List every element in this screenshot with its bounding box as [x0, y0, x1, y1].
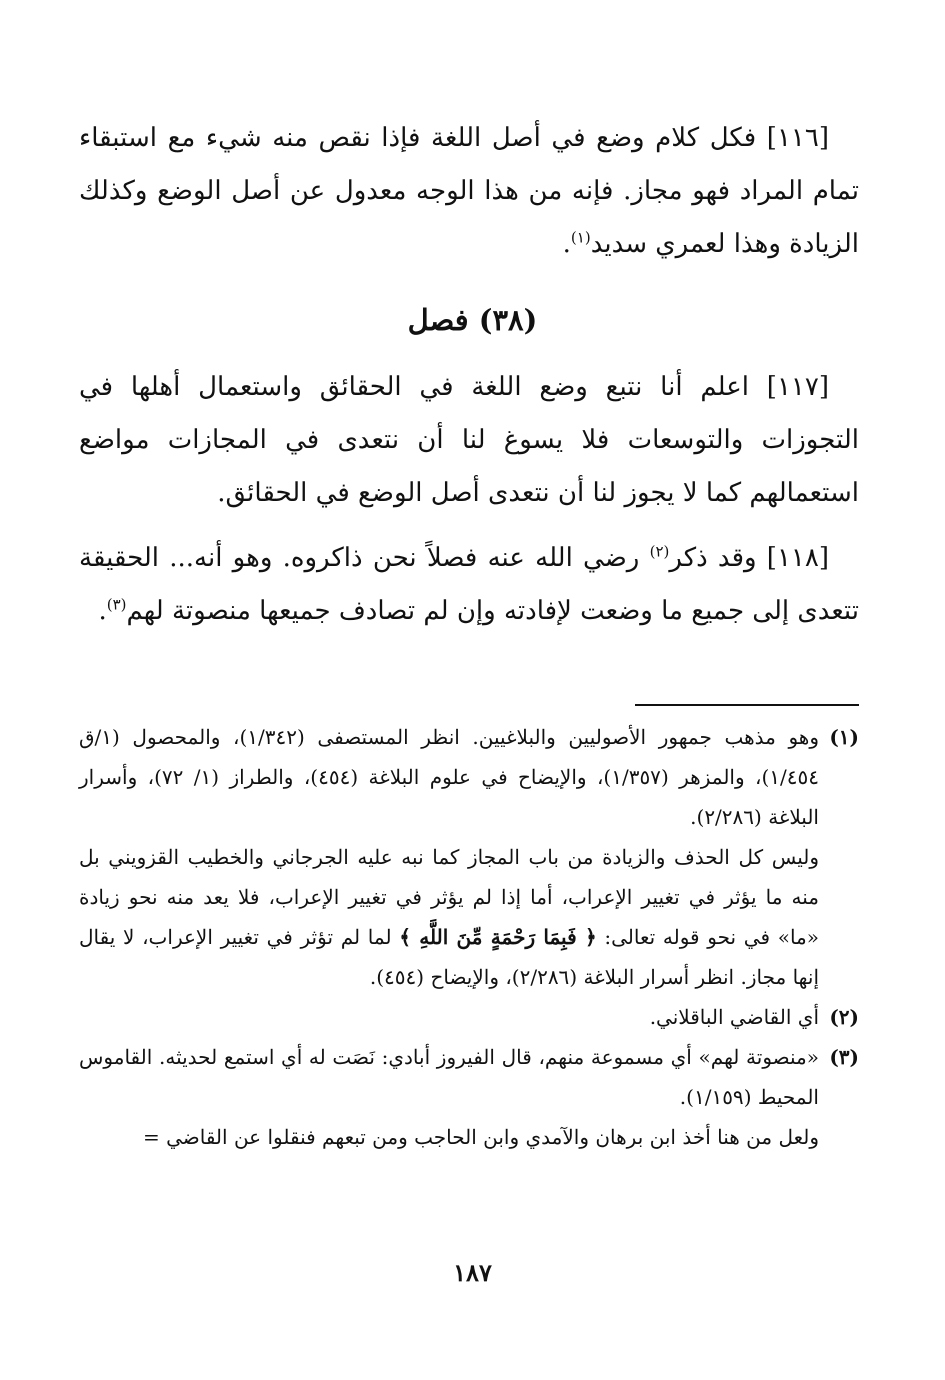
section-heading: (٣٨) فصل: [407, 303, 538, 337]
paragraph-117: [79, 361, 859, 520]
footnotes-section: [79, 717, 859, 1157]
footnote-3: [79, 1037, 859, 1117]
paragraph-118: [79, 532, 859, 638]
paragraph-118-start: [١١٨] وقد ذكر: [669, 543, 830, 573]
paragraph-117-text: [١١٧] اعلم أنا نتبع وضع اللغة في الحقائق واستعمال أهلها في التجوزات والتوسعات فلا يسوغ لنا أن نتعدى في المجازات مواضع استعمالهم كما لا يجوز لنا أن نتعدى أصل الوضع في الحقائق.: [79, 372, 859, 508]
paragraph-116-text: [١١٦] فكل كلام وضع في أصل اللغة فإذا نقص منه شيء مع استبقاء تمام المراد فهو مجاز. فإنه من هذا الوجه معدول عن أصل الوضع وكذلك الزيادة وهذا لعمري سديد: [79, 123, 859, 259]
quran-verse: ﴿ فَبِمَا رَحْمَةٍ مِّنَ اللَّهِ ﴾: [399, 925, 597, 949]
page-number: ١٨٧: [453, 1258, 492, 1287]
paragraph-116-end: .: [562, 229, 571, 259]
footnote-1-text: وهو مذهب جمهور الأصوليين والبلاغيين. انظر المستصفى (١/٣٤٢)، والمحصول (١/ق ١/٤٥٤)، والمزهر (١/٣٥٧)، والإيضاح في علوم البلاغة (٤٥٤)، والطراز (١/ ٧٢)، وأسرار البلاغة (٢/٢٨٦).: [79, 725, 820, 829]
footnote-1-cont-after: لما لم تؤثر في تغيير الإعراب، لا يقال إنها مجاز. انظر أسرار البلاغة (٢/٢٨٦)، والإيضاح (٤٥٤).: [79, 925, 819, 989]
paragraph-118-middle: رضي الله عنه فصلاً نحن ذاكروه. وهو أنه... الحقيقة تتعدى إلى جميع ما وضعت لإفادته وإن لم تصادف جميعها منصوتة لهم: [79, 543, 859, 626]
footnote-3-continuation: ولعل من هنا أخذ ابن برهان والآمدي وابن الحاجب ومن تبعهم فنقلوا عن القاضي =: [142, 1125, 819, 1149]
footnote-1-continuation: [79, 837, 859, 997]
footnote-1-number: (١): [829, 725, 859, 749]
footnote-marker-3: (٣): [106, 595, 127, 614]
footnote-1-cont-before: وليس كل الحذف والزيادة من باب المجاز كما نبه عليه الجرجاني والخطيب القزويني بل منه ما يؤثر في تغيير الإعراب، أما إذا لم يؤثر في تغيير الإعراب، فلا يعد منه نحو زيادة «ما» في نحو قوله تعالى:: [79, 845, 819, 949]
footnote-2: [79, 997, 859, 1037]
footnote-marker-2: (٢): [649, 542, 670, 561]
footnote-1: [79, 717, 859, 837]
footnote-3-number: (٣): [829, 1045, 859, 1069]
footnote-2-number: (٢): [829, 1005, 859, 1029]
paragraph-118-end: .: [98, 596, 107, 626]
footnote-3-text: «منصوتة لهم» أي مسموعة منهم، قال الفيروز أبادي: نَصَت له أي استمع لحديثه. القاموس المحيط (١/١٥٩).: [79, 1045, 819, 1109]
footnote-2-text: أي القاضي الباقلاني.: [649, 1005, 819, 1029]
paragraph-116: [79, 112, 859, 271]
footnote-separator: [635, 704, 859, 706]
footnote-marker-1: (١): [570, 228, 591, 247]
